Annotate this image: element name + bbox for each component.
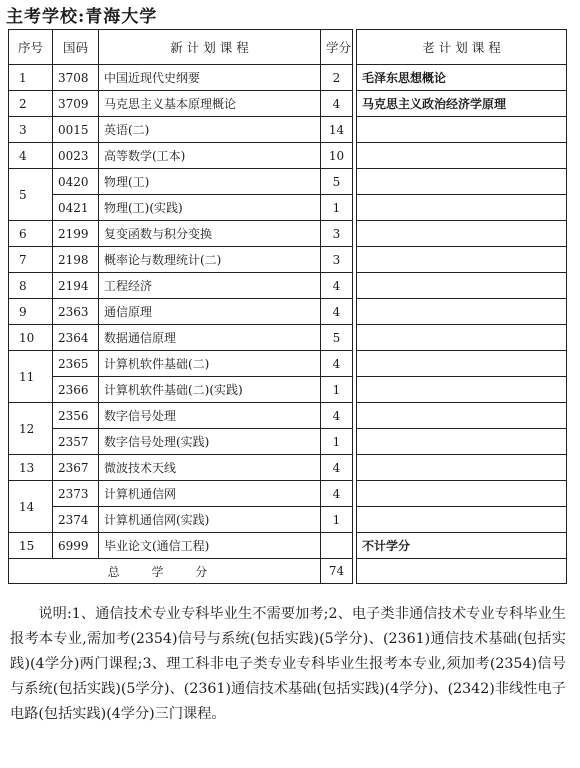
seq-cell: 1 <box>9 65 53 91</box>
code-cell: 2366 <box>53 377 99 403</box>
table-row <box>9 65 567 91</box>
credit-cell: 4 <box>321 273 353 299</box>
code-cell: 2194 <box>53 273 99 299</box>
credit-cell: 4 <box>321 481 353 507</box>
course-rows <box>9 65 567 584</box>
seq-cell: 15 <box>9 533 53 559</box>
code-cell: 0015 <box>53 117 99 143</box>
credit-cell: 4 <box>321 403 353 429</box>
old-course-cell <box>357 117 567 143</box>
course-name-cell: 工程经济 <box>99 273 321 299</box>
credit-cell: 3 <box>321 221 353 247</box>
table-row <box>9 429 567 455</box>
code-cell: 0420 <box>53 169 99 195</box>
old-course-cell <box>357 455 567 481</box>
old-course-cell <box>357 481 567 507</box>
seq-cell: 14 <box>9 481 53 533</box>
course-name-cell: 物理(工) <box>99 169 321 195</box>
course-name-cell: 计算机通信网 <box>99 481 321 507</box>
table-row <box>9 481 567 507</box>
seq-cell: 7 <box>9 247 53 273</box>
total-label: 总 学 分 <box>9 559 321 584</box>
total-old-blank <box>357 559 567 584</box>
seq-cell: 4 <box>9 143 53 169</box>
seq-cell: 3 <box>9 117 53 143</box>
old-course-cell <box>357 325 567 351</box>
table-row <box>9 403 567 429</box>
credit-cell: 3 <box>321 247 353 273</box>
table-row <box>9 247 567 273</box>
code-cell: 2374 <box>53 507 99 533</box>
notes-paragraph: 说明:1、通信技术专业专科毕业生不需要加考;2、电子类非通信技术专业专科毕业生报考本专业,需加考(2354)信号与系统(包括实践)(5学分)、(2361)通信技术基础(包括实践)(4学分)两门课程;3、理工科非电子类专业专科毕业生报考本专业,须加考(2354)信号与系统(包括实践)(5学分)、(2361)通信技术基础(包括实践)(4学分)、(2342)非线性电子电路(包括实践)(4学分)三门课程。 <box>10 606 566 722</box>
old-course-cell <box>357 143 567 169</box>
credit-cell <box>321 533 353 559</box>
course-name-cell: 马克思主义基本原理概论 <box>99 91 321 117</box>
code-cell: 2356 <box>53 403 99 429</box>
old-course-cell: 不计学分 <box>357 533 567 559</box>
course-name-cell: 计算机通信网(实践) <box>99 507 321 533</box>
code-cell: 2199 <box>53 221 99 247</box>
table-row <box>9 169 567 195</box>
old-course-cell <box>357 195 567 221</box>
seq-cell: 10 <box>9 325 53 351</box>
code-cell: 0421 <box>53 195 99 221</box>
course-name-cell: 物理(工)(实践) <box>99 195 321 221</box>
table-row <box>9 533 567 559</box>
old-course-cell <box>357 221 567 247</box>
course-name-cell: 计算机软件基础(二) <box>99 351 321 377</box>
table-row <box>9 377 567 403</box>
credit-cell: 5 <box>321 169 353 195</box>
seq-cell: 9 <box>9 299 53 325</box>
course-name-cell: 数字信号处理 <box>99 403 321 429</box>
credit-cell: 4 <box>321 351 353 377</box>
table-row <box>9 299 567 325</box>
old-course-cell <box>357 273 567 299</box>
table-row <box>9 455 567 481</box>
code-cell: 0023 <box>53 143 99 169</box>
credit-cell: 5 <box>321 325 353 351</box>
credit-cell: 4 <box>321 299 353 325</box>
old-course-cell <box>357 169 567 195</box>
code-cell: 2364 <box>53 325 99 351</box>
course-name-cell: 复变函数与积分变换 <box>99 221 321 247</box>
code-cell: 2367 <box>53 455 99 481</box>
seq-cell: 11 <box>9 351 53 403</box>
credit-cell: 14 <box>321 117 353 143</box>
table-row <box>9 351 567 377</box>
seq-cell: 8 <box>9 273 53 299</box>
header-old-course: 老 计 划 课 程 <box>357 30 567 65</box>
course-name-cell: 数字信号处理(实践) <box>99 429 321 455</box>
seq-cell: 12 <box>9 403 53 455</box>
old-course-cell <box>357 429 567 455</box>
table-row <box>9 195 567 221</box>
credit-cell: 4 <box>321 91 353 117</box>
course-name-cell: 毕业论文(通信工程) <box>99 533 321 559</box>
old-course-cell: 马克思主义政治经济学原理 <box>357 91 567 117</box>
table-header-row <box>9 30 567 65</box>
table-row <box>9 117 567 143</box>
table-row <box>9 273 567 299</box>
course-name-cell: 通信原理 <box>99 299 321 325</box>
old-course-cell <box>357 299 567 325</box>
code-cell: 3708 <box>53 65 99 91</box>
seq-cell: 5 <box>9 169 53 221</box>
course-name-cell: 计算机软件基础(二)(实践) <box>99 377 321 403</box>
course-name-cell: 英语(二) <box>99 117 321 143</box>
school-label: 主考学校:青海大学 <box>6 7 158 27</box>
credit-cell: 1 <box>321 429 353 455</box>
credit-cell: 2 <box>321 65 353 91</box>
credit-cell: 4 <box>321 455 353 481</box>
old-course-cell <box>357 377 567 403</box>
course-table <box>8 29 567 584</box>
total-row <box>9 559 567 584</box>
code-cell: 2373 <box>53 481 99 507</box>
course-name-cell: 数据通信原理 <box>99 325 321 351</box>
old-course-cell <box>357 351 567 377</box>
table-row <box>9 507 567 533</box>
code-cell: 6999 <box>53 533 99 559</box>
old-course-cell <box>357 247 567 273</box>
total-credit: 74 <box>321 559 353 584</box>
code-cell: 2198 <box>53 247 99 273</box>
old-course-cell: 毛泽东思想概论 <box>357 65 567 91</box>
course-name-cell: 高等数学(工本) <box>99 143 321 169</box>
credit-cell: 1 <box>321 195 353 221</box>
code-cell: 3709 <box>53 91 99 117</box>
old-course-cell <box>357 403 567 429</box>
table-row <box>9 325 567 351</box>
course-name-cell: 微波技术天线 <box>99 455 321 481</box>
header-code: 国码 <box>53 30 99 65</box>
header-new-course: 新 计 划 课 程 <box>99 30 321 65</box>
table-row <box>9 221 567 247</box>
credit-cell: 1 <box>321 377 353 403</box>
table-row <box>9 91 567 117</box>
table-row <box>9 143 567 169</box>
old-course-cell <box>357 507 567 533</box>
seq-cell: 13 <box>9 455 53 481</box>
seq-cell: 2 <box>9 91 53 117</box>
code-cell: 2357 <box>53 429 99 455</box>
credit-cell: 10 <box>321 143 353 169</box>
seq-cell: 6 <box>9 221 53 247</box>
header-credit: 学分 <box>321 30 353 65</box>
course-name-cell: 概率论与数理统计(二) <box>99 247 321 273</box>
code-cell: 2365 <box>53 351 99 377</box>
credit-cell: 1 <box>321 507 353 533</box>
header-seq: 序号 <box>9 30 53 65</box>
course-name-cell: 中国近现代史纲要 <box>99 65 321 91</box>
code-cell: 2363 <box>53 299 99 325</box>
